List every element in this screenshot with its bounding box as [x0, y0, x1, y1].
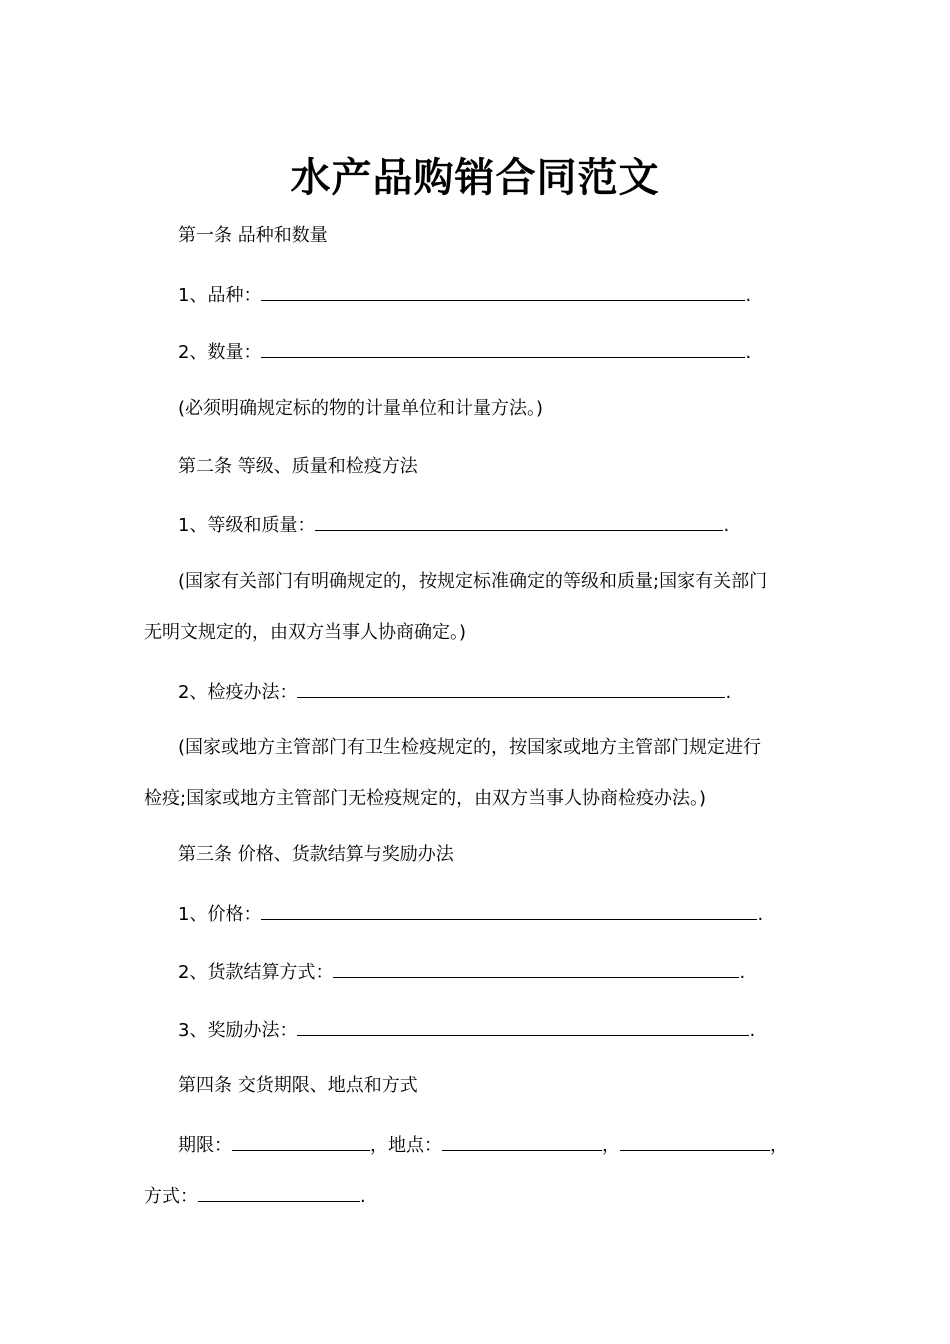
label: ，地点：	[370, 1135, 442, 1156]
blank-line	[442, 1132, 602, 1151]
blank-line	[198, 1183, 360, 1202]
label: 2、数量：	[178, 342, 262, 363]
blank-line	[315, 512, 723, 531]
label: 期限：	[178, 1135, 232, 1156]
document-title: 水产品购销合同范文	[290, 155, 660, 201]
field-quarantine	[178, 679, 731, 705]
period: .	[749, 1020, 756, 1041]
field-reward	[178, 1017, 755, 1043]
label: 2、货款结算方式：	[178, 962, 334, 983]
note: 检疫;国家或地方主管部门无检疫规定的，由双方当事人协商检疫办法。)	[144, 788, 707, 809]
blank-line	[333, 959, 739, 978]
field-settlement	[178, 959, 745, 985]
field-term-place	[178, 1132, 788, 1158]
note: (国家或地方主管部门有卫生检疫规定的，按国家或地方主管部门规定进行	[178, 737, 762, 758]
comma: ，	[770, 1135, 788, 1156]
period: .	[725, 682, 732, 703]
label: 2、检疫办法：	[178, 682, 298, 703]
label: 3、奖励办法：	[178, 1020, 298, 1041]
field-quantity	[178, 339, 751, 365]
blank-line	[261, 339, 745, 358]
blank-line	[620, 1132, 770, 1151]
blank-line	[297, 679, 725, 698]
field-grade-quality	[178, 512, 729, 538]
field-variety	[178, 282, 751, 308]
field-method	[144, 1183, 366, 1209]
period: .	[757, 904, 764, 925]
label: 1、等级和质量：	[178, 515, 316, 536]
blank-line	[261, 282, 745, 301]
article-1-heading: 第一条 品种和数量	[178, 225, 328, 246]
label: 1、价格：	[178, 904, 262, 925]
note: 无明文规定的，由双方当事人协商确定。)	[144, 622, 467, 643]
article-4-heading: 第四条 交货期限、地点和方式	[178, 1075, 418, 1096]
period: .	[739, 962, 746, 983]
note: (国家有关部门有明确规定的，按规定标准确定的等级和质量;国家有关部门	[178, 571, 768, 592]
period: .	[360, 1186, 366, 1207]
blank-line	[232, 1132, 370, 1151]
article-3-heading: 第三条 价格、货款结算与奖励办法	[178, 844, 454, 865]
label: 1、品种：	[178, 285, 262, 306]
period: .	[745, 285, 752, 306]
blank-line	[297, 1017, 749, 1036]
comma: ，	[602, 1135, 620, 1156]
period: .	[723, 515, 730, 536]
article-2-heading: 第二条 等级、质量和检疫方法	[178, 456, 418, 477]
blank-line	[261, 901, 757, 920]
period: .	[745, 342, 752, 363]
label: 方式：	[144, 1186, 198, 1207]
note: (必须明确规定标的物的计量单位和计量方法。)	[178, 398, 544, 419]
field-price	[178, 901, 763, 927]
